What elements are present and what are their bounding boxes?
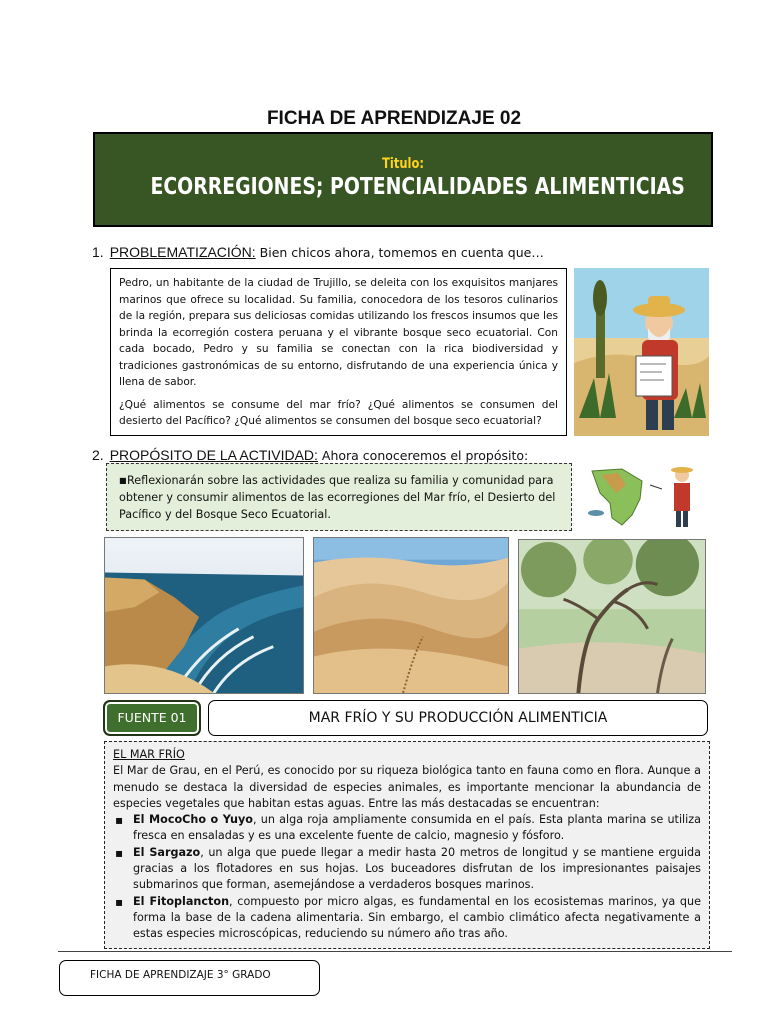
species-name: El MocoCho o Yuyo [133,813,253,827]
footer-divider [58,951,732,952]
source-heading: EL MAR FRÍO [113,748,185,761]
source-intro: El Mar de Grau, en el Perú, es conocido por su riqueza biológica tanto en fauna como en flora. Aunque a menudo se destaca la diversidad de especies animales, es importante mencionar la abundancia de especies vegetales que habitan estas aguas. Entre las más destacadas se encuentran: [113,764,701,810]
story-paragraph: Pedro, un habitante de la ciudad de Trujillo, se deleita con los exquisitos manjares marinos que ofrece su localidad. Su familia, conocedora de los tesoros culinarios de la región, prepara sus deliciosas comidas utilizando los frescos insumos que les brinda la ecorregión costera peruana y el vibrante bosque seco ecuatorial. Con cada bocado, Pedro y su familia se conectan con la rica biodiversidad y tradiciones gastronómicas de su entorno, disfrutando de una experiencia única y llena de sabor. [119,277,558,388]
purpose-box [106,463,572,531]
species-description: , un alga roja ampliamente consumida en el país. Esta planta marina se utiliza fresca en ensaladas y es una excelente fuente de calcio, magnesio y fósforo. [133,813,701,843]
dry-forest-photo [518,539,706,694]
species-name: El Fitoplancton [133,894,230,908]
section-1-title: PROBLEMATIZACIÓN: [109,244,256,260]
desert-dunes-photo [313,537,509,694]
story-box [110,268,567,436]
fuente-tag: FUENTE 01 [103,700,201,736]
source-text-box [104,741,710,949]
section-2-title: PROPÓSITO DE LA ACTIVIDAD: [109,447,318,463]
section-1-heading [92,244,544,260]
title-banner [93,132,713,227]
section-1-intro: Bien chicos ahora, tomemos en cuenta que… [255,245,544,260]
banner-label: Titulo: [382,156,424,172]
document-title: FICHA DE APRENDIZAJE 02 [266,108,522,129]
banner-title: ECORREGIONES; POTENCIALIDADES ALIMENTICIAS [150,174,685,200]
explorer-illustration [574,268,709,436]
species-description: , un alga que puede llegar a medir hasta 20 metros de longitud y se mantiene erguida gracias a los flotadores en sus hojas. Los buceadores disfrutan de los impresionantes paisajes submarinos que forman, asemejándose a verdaderos bosques marinos. [133,845,701,892]
section-2-number: 2. [92,447,104,463]
bullet-icon: ■ [119,476,127,485]
list-item [113,845,701,894]
species-list [113,812,701,942]
section-2-intro: Ahora conoceremos el propósito: [317,448,529,463]
fuente-title: MAR FRÍO Y SU PRODUCCIÓN ALIMENTICIA [208,700,708,736]
list-item [113,812,701,845]
list-item [113,894,701,943]
story-questions: ¿Qué alimentos se consume del mar frío? ¿Qué alimentos se consumen del desierto del Pacífico? ¿Qué alimentos se consumen del bosque seco ecuatorial? [119,398,558,427]
sea-coast-photo [104,537,304,694]
peru-map-illustration [582,463,707,531]
purpose-text: Reflexionarán sobre las actividades que realiza su familia y comunidad para obtener y consumir alimentos de las ecorregiones del Mar frío, el Desierto del Pacífico y del Bosque Seco Ecuatorial. [119,474,556,521]
section-2-heading [92,447,528,463]
footer-label: FICHA DE APRENDIZAJE 3° GRADO [59,960,320,996]
section-1-number: 1. [92,244,104,260]
species-description: , compuesto por micro algas, es fundamental en los ecosistemas marinos, ya que forma la base de la cadena alimentaria. Sin embargo, el cambio climático afecta negativamente a estas especies microscópicas, reduciendo su número año tras año. [133,894,701,941]
species-name: El Sargazo [133,845,201,859]
